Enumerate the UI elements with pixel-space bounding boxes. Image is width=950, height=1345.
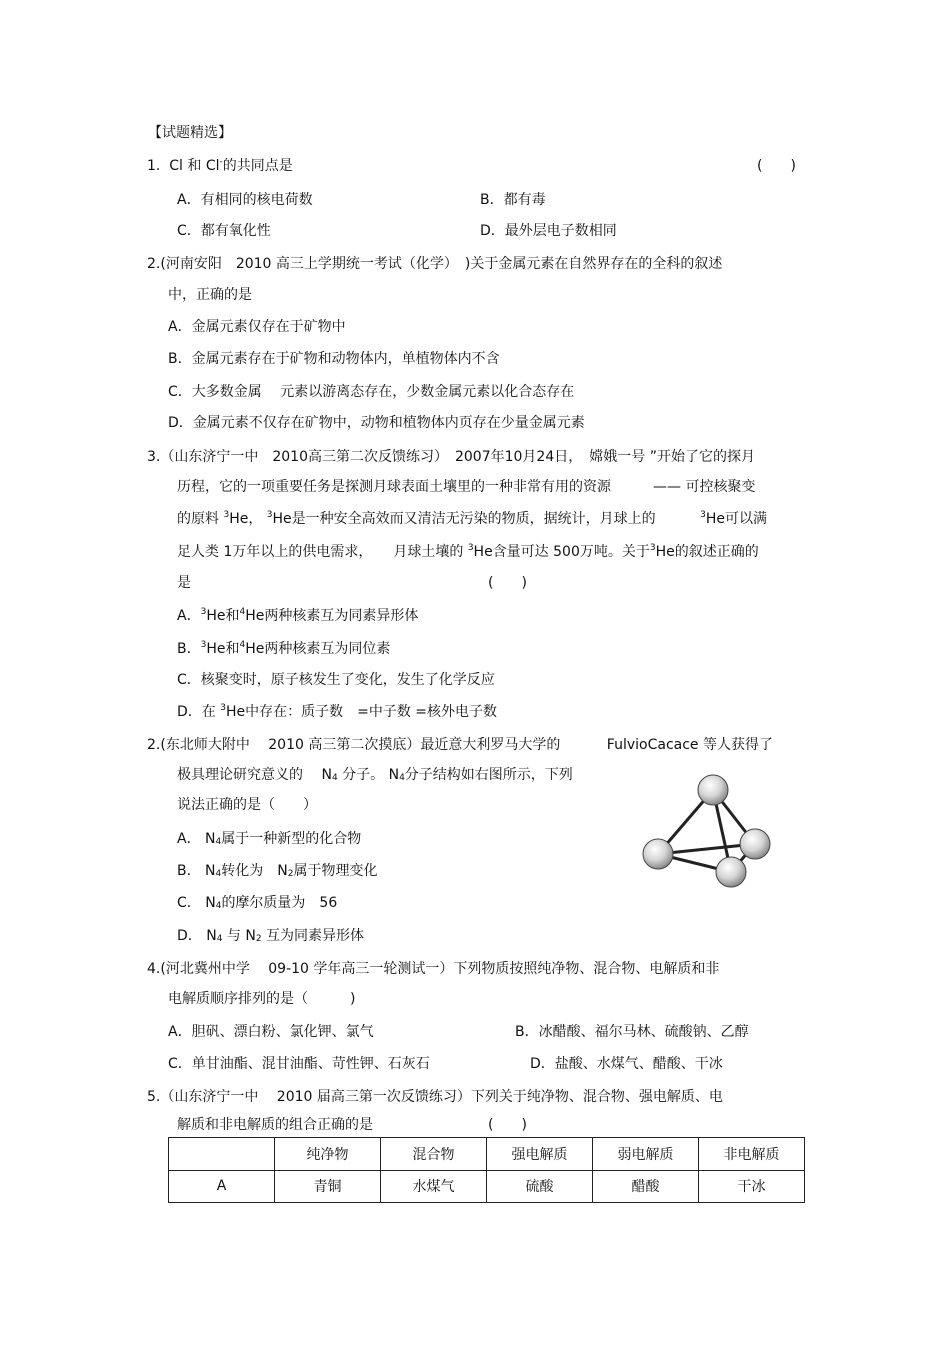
question-3-stem: 3.（山东济宁一中 2010高三第二次反馈练习） 2007年10月24日， 嫦娥一号 ”开始了它的探月: [147, 449, 755, 465]
option-c: C．都有氧化性: [177, 223, 271, 239]
table-header-cell: 弱电解质: [592, 1138, 698, 1171]
option-a: A．胆矾、漂白粉、氯化钾、氯气: [168, 1024, 374, 1040]
answer-paren: ( ): [757, 158, 796, 174]
table-cell: A: [169, 1170, 275, 1203]
option-a: A．有相同的核电荷数: [177, 192, 313, 208]
nitrogen-atom: [716, 857, 746, 887]
table-header-cell: [169, 1138, 275, 1171]
n4-molecule-figure: [636, 772, 776, 897]
answer-table: [168, 1137, 805, 1203]
option-b: B．都有毒: [480, 192, 546, 208]
table-cell: 醋酸: [592, 1170, 698, 1203]
question-5-stem-cont: 电解质顺序排列的是（ ): [168, 991, 356, 1007]
answer-paren: ( ): [488, 1117, 527, 1133]
question-5-stem: 4.(河北冀州中学 09-10 学年高三一轮测试一）下列物质按照纯净物、混合物、电解质和非: [147, 961, 720, 977]
question-4-stem: 2.(东北师大附中 2010 高三第二次摸底）最近意大利罗马大学的 FulvioCacace 等人获得了: [147, 737, 773, 753]
nitrogen-atom: [698, 775, 728, 805]
question-6-stem-cont: 解质和非电解质的组合正确的是: [177, 1117, 373, 1133]
option-c: C．核聚变时，原子核发生了变化，发生了化学反应: [177, 672, 495, 688]
table-cell: 硫酸: [486, 1170, 592, 1203]
table-cell: 干冰: [698, 1170, 804, 1203]
option-b: B．$^3$He和$^4$He两种核素互为同位素: [177, 640, 391, 657]
option-d: D． $N_4$ 与 $N_2$ 互为同素异形体: [177, 928, 365, 944]
option-c: C．单甘油酯、混甘油酯、苛性钾、石灰石: [168, 1056, 430, 1072]
answer-paren: ( ): [488, 575, 527, 591]
option-d: D．盐酸、水煤气、醋酸、干冰: [530, 1056, 723, 1072]
question-2-stem: 2.(河南安阳 2010 高三上学期统一考试（化学） )关于金属元素在自然界存在的全科的叙述: [147, 256, 723, 272]
option-c: C．大多数金属 元素以游离态存在，少数金属元素以化合态存在: [168, 384, 575, 400]
question-3-stem-line4: 足人类 1万年以上的供电需求， 月球土壤的 $^3$He含量可达 500万吨。关于$^3$He的叙述正确的: [177, 543, 759, 560]
table-header-cell: 纯净物: [274, 1138, 380, 1171]
option-a: A．金属元素仅存在于矿物中: [168, 319, 346, 335]
table-header-cell: 强电解质: [486, 1138, 592, 1171]
question-2-stem-cont: 中，正确的是: [168, 287, 252, 303]
question-6-stem: 5.（山东济宁一中 2010 届高三第一次反馈练习）下列关于纯净物、混合物、强电解质、电: [147, 1089, 723, 1105]
nitrogen-atom: [740, 829, 770, 859]
nitrogen-atom: [643, 839, 673, 869]
option-a: A． $N_4$属于一种新型的化合物: [177, 831, 362, 847]
question-3-stem-line3: 的原料 $^3$He， $^3$He是一种安全高效而又清洁无污染的物质，据统计，月球上的 $^3$He可以满: [177, 510, 768, 527]
table-header-cell: 混合物: [380, 1138, 486, 1171]
option-b: B．冰醋酸、福尔马林、硫酸钠、乙醇: [515, 1024, 749, 1040]
table-row: [169, 1170, 805, 1203]
option-a: A．$^3$He和$^4$He两种核素互为同素异形体: [177, 607, 419, 624]
option-d: D．金属元素不仅存在矿物中，动物和植物体内页存在少量金属元素: [168, 415, 585, 431]
table-cell: 水煤气: [380, 1170, 486, 1203]
question-4-stem-line2: 极具理论研究意义的 $N_4$ 分子。 $N_4$分子结构如右图所示，下列: [177, 767, 573, 783]
question-3-stem-line2: 历程，它的一项重要任务是探测月球表面土壤里的一种非常有用的资源 —— 可控核聚变: [177, 479, 756, 495]
question-number: 1.: [147, 158, 161, 174]
section-header: 【试题精选】: [148, 125, 232, 141]
table-cell: 青铜: [274, 1170, 380, 1203]
question-4-stem-line3: 说法正确的是（ ）: [177, 797, 317, 813]
table-header-row: [169, 1138, 805, 1171]
option-d: D．在 $^3$He中存在：质子数 =中子数 =核外电子数: [177, 703, 498, 720]
question-3-stem-line5: 是: [177, 575, 191, 591]
option-d: D．最外层电子数相同: [480, 223, 617, 239]
option-b: B． $N_4$转化为 $N_2$属于物理变化: [177, 863, 378, 879]
option-c: C． $N_4$的摩尔质量为 56: [177, 895, 338, 911]
question-1-stem: 1. Cl 和 Cl-的共同点是: [147, 157, 293, 174]
option-b: B．金属元素存在于矿物和动物体内，单植物体内不含: [168, 351, 500, 367]
table-header-cell: 非电解质: [698, 1138, 804, 1171]
